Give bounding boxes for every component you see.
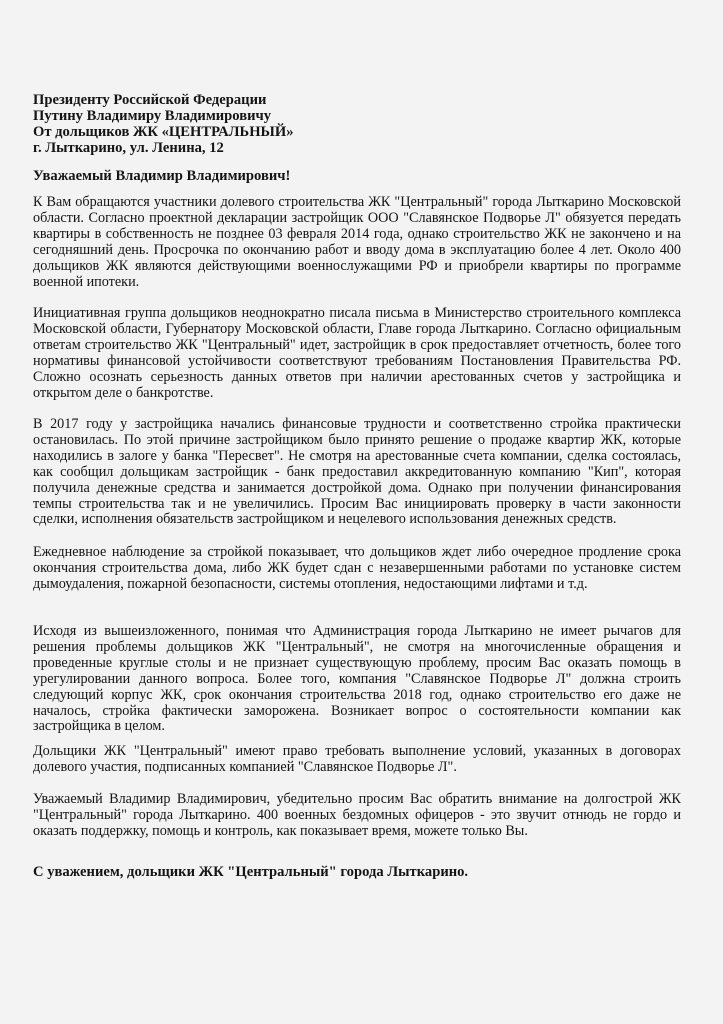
paragraph-4: Ежедневное наблюдение за стройкой показывает, что дольщиков ждет либо очередное продление срока окончания строительства дома, либо ЖК будет сдан с незавершенными работами по установке систем дымоудаления, пожарной безопасности, системы отопления, недостающими лифтами и т.д. bbox=[33, 544, 681, 592]
paragraph-2: Инициативная группа дольщиков неоднократно писала письма в Министерство строительного комплекса Московской области, Губернатору Московской области, Главе города Лыткарино. Согласно официальным ответам строительство ЖК "Центральный" идет, застройщик в срок предоставляет отчетность, более того нормативы финансовой устойчивости соответствуют требованиям Постановления Правительства РФ. Сложно осознать серьезность данных ответов при наличии арестованных счетов у застройщика и открытом деле о банкротстве. bbox=[33, 305, 681, 401]
addressee-block bbox=[33, 92, 533, 156]
paragraph-7: Уважаемый Владимир Владимирович, убедительно просим Вас обратить внимание на долгострой ЖК "Центральный" города Лыткарино. 400 военных бездомных офицеров - это звучит отнюдь не гордо и оказать поддержку, помощь и контроль, как показывает время, можете только Вы. bbox=[33, 791, 681, 839]
closing-signature: С уважением, дольщики ЖК "Центральный" города Лыткарино. bbox=[33, 864, 469, 880]
paragraph-1: К Вам обращаются участники долевого строительства ЖК "Центральный" города Лыткарино Московской области. Согласно проектной декларации застройщик ООО "Славянское Подворье Л" обязуется передать квартиры в собственность не позднее 03 февраля 2014 года, однако строительство ЖК не закончено и на сегодняшний день. Просрочка по окончанию работ и вводу дома в эксплуатацию более 4 лет. Около 400 дольщиков ЖК являются действующими военнослужащими РФ и приобрели квартиры по программе военной ипотеки. bbox=[33, 194, 681, 290]
paragraph-5: Исходя из вышеизложенного, понимая что Администрация города Лыткарино не имеет рычагов для решения проблемы дольщиков ЖК "Центральный", не смотря на многочисленные обращения и проведенные круглые столы и не признает существующую проблему, просим Вас оказать помощь в урегулировании данного вопроса. Более того, компания "Славянское Подворье Л" должна строить следующий корпус ЖК, срок окончания строительства 2018 год, однако строительство его даже не началось, стройка фактически заморожена. Возникает вопрос о состоятельности компании как застройщика в целом. bbox=[33, 623, 681, 735]
paragraph-6: Дольщики ЖК "Центральный" имеют право требовать выполнение условий, указанных в договорах долевого участия, подписанных компанией "Славянское Подворье Л". bbox=[33, 743, 681, 775]
greeting: Уважаемый Владимир Владимирович! bbox=[33, 168, 291, 184]
addressee-line: Президенту Российской Федерации bbox=[33, 92, 267, 108]
address-line: г. Лыткарино, ул. Ленина, 12 bbox=[33, 140, 224, 156]
paragraph-3: В 2017 году у застройщика начались финансовые трудности и соответственно стройка практически остановилась. По этой причине застройщиком было принято решение о продаже квартир ЖК, которые находились в залоге у банка "Пересвет". Не смотря на арестованные счета компании, сделка состоялась, как сообщил дольщикам застройщик - банк предоставил аккредитованную компанию "Кип", которая получила денежные средства и занимается достройкой дома. Однако при получении финансирования темпы строительства так и не увеличились. Просим Вас инициировать проверку в части законности сделки, исполнения обязательств застройщиком и нецелевого использования денежных средств. bbox=[33, 416, 681, 528]
addressee-line: Путину Владимиру Владимировичу bbox=[33, 108, 272, 124]
sender-line: От дольщиков ЖК «ЦЕНТРАЛЬНЫЙ» bbox=[33, 124, 294, 140]
